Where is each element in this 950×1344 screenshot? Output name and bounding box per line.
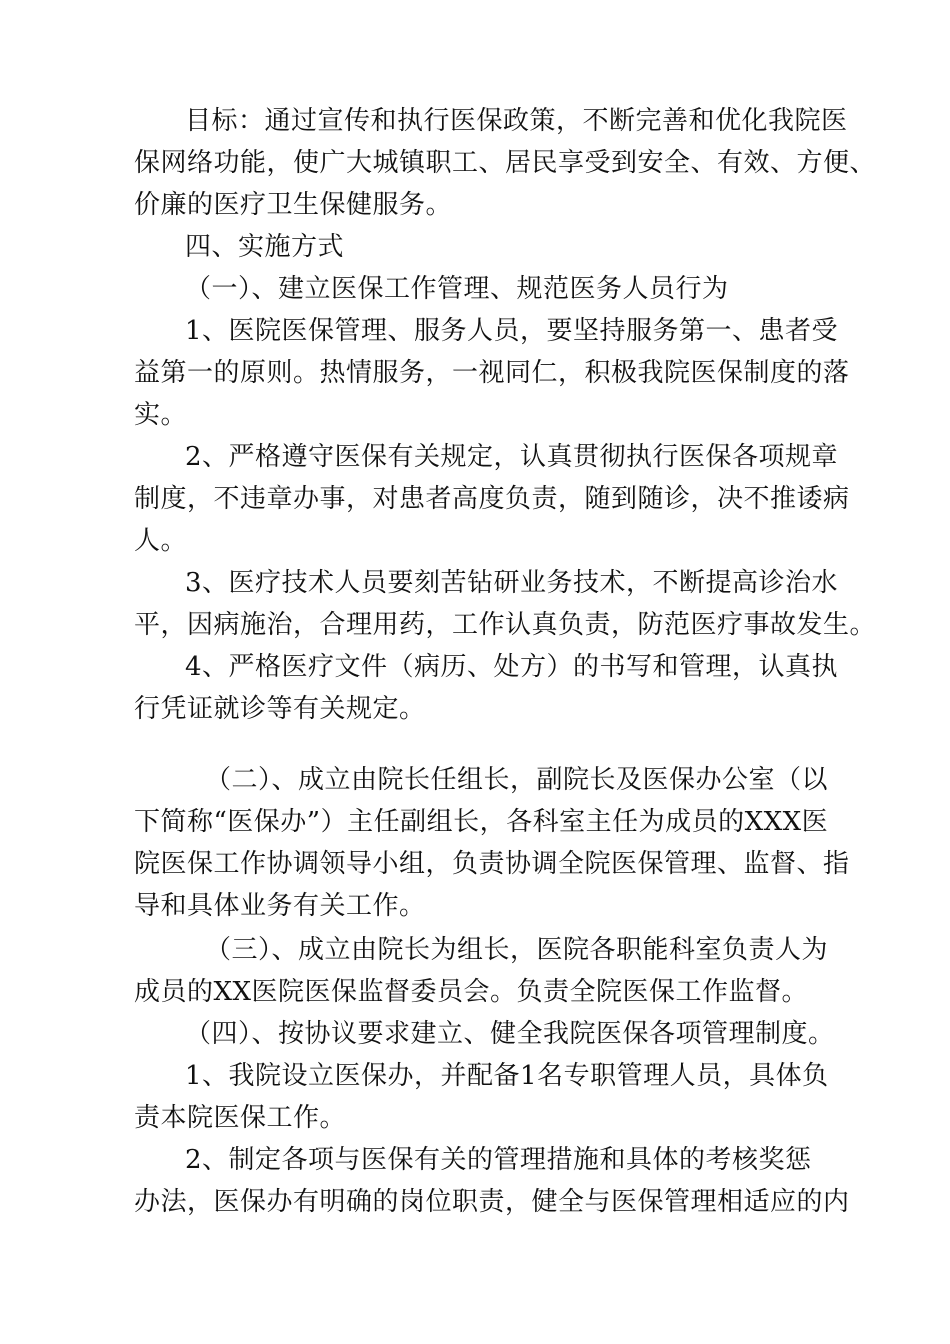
text-line: 成员的XX医院医保监督委员会。负责全院医保工作监督。: [134, 977, 809, 1007]
text-line: 2、制定各项与医保有关的管理措施和具体的考核奖惩: [185, 1145, 812, 1175]
subsection-heading: （四）、按协议要求建立、健全我院医保各项管理制度。: [185, 1019, 835, 1049]
text-line: 导和具体业务有关工作。: [134, 891, 426, 921]
text-line: 下简称“医保办”）主任副组长，各科室主任为成员的XXX医: [134, 807, 829, 837]
text-line: 行凭证就诊等有关规定。: [134, 694, 426, 724]
text-line: 人。: [134, 526, 188, 556]
text-line: 院医保工作协调领导小组，负责协调全院医保管理、监督、指: [134, 849, 850, 879]
text-line: 3、医疗技术人员要刻苦钻研业务技术，不断提高诊治水: [185, 568, 839, 598]
text-line: 4、严格医疗文件（病历、处方）的书写和管理，认真执: [185, 652, 839, 682]
text-line: 制度，不违章办事，对患者高度负责，随到随诊，决不推诿病: [134, 484, 850, 514]
subsection-heading: （一）、建立医保工作管理、规范医务人员行为: [185, 274, 729, 304]
text-line: 实。: [134, 400, 188, 430]
text-line: 价廉的医疗卫生保健服务。: [134, 190, 453, 220]
text-line: 2、严格遵守医保有关规定，认真贯彻执行医保各项规章: [185, 442, 839, 472]
text-line: 办法，医保办有明确的岗位职责，健全与医保管理相适应的内: [134, 1187, 850, 1217]
text-line: 保网络功能，使广大城镇职工、居民享受到安全、有效、方便、: [134, 148, 877, 178]
subsection-heading: （三）、成立由院长为组长，医院各职能科室负责人为: [205, 935, 829, 965]
text-line: 平，因病施治，合理用药，工作认真负责，防范医疗事故发生。: [134, 610, 877, 640]
text-line: 责本院医保工作。: [134, 1103, 347, 1133]
subsection-heading: （二）、成立由院长任组长，副院长及医保办公室（以: [205, 765, 829, 795]
text-line: 1、我院设立医保办，并配备1名专职管理人员，具体负: [185, 1061, 829, 1091]
text-line: 益第一的原则。热情服务，一视同仁，积极我院医保制度的落: [134, 358, 850, 388]
text-line: 1、医院医保管理、服务人员，要坚持服务第一、患者受: [185, 316, 839, 346]
text-line: 目标：通过宣传和执行医保政策，不断完善和优化我院医: [185, 106, 848, 136]
section-heading: 四、实施方式: [185, 232, 345, 262]
